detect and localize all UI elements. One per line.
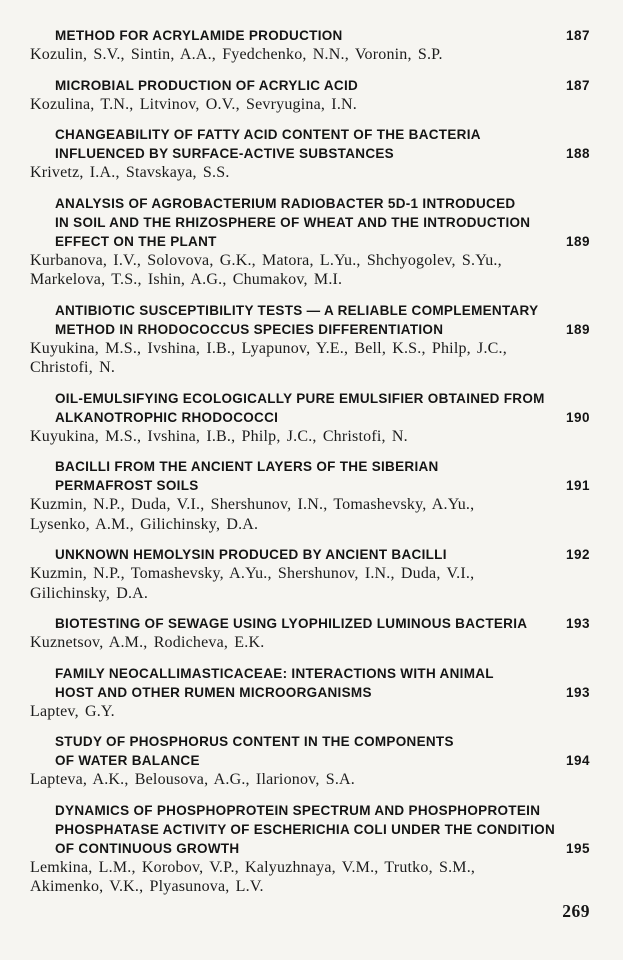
- entry-authors: [30, 45, 590, 65]
- author-line: Lapteva, A.K., Belousova, A.G., Ilarionov, S.A.: [30, 771, 355, 788]
- entry-title: [55, 76, 590, 95]
- title-line: [55, 664, 590, 683]
- title-text: ALKANOTROPHIC RHODOCOCCI: [55, 409, 279, 425]
- page-number: 188: [565, 146, 590, 161]
- toc-entry: [30, 389, 590, 447]
- title-line: [55, 801, 590, 820]
- title-text: IN SOIL AND THE RHIZOSPHERE OF WHEAT AND THE INTRODUCTION: [55, 214, 531, 230]
- title-line: [55, 683, 590, 702]
- author-line: Kuzmin, N.P., Tomashevsky, A.Yu., Shershunov, I.N., Duda, V.I.,: [30, 565, 475, 582]
- entry-title: [55, 457, 590, 495]
- toc-entry: [30, 545, 590, 603]
- page-number: 191: [565, 478, 590, 493]
- title-line: [55, 144, 590, 163]
- toc-entries: [30, 26, 590, 897]
- toc-entry: [30, 194, 590, 290]
- author-line: Lemkina, L.M., Korobov, V.P., Kalyuzhnaya, V.M., Trutko, S.M.,: [30, 858, 476, 876]
- author-line: Kuyukina, M.S., Ivshina, I.B., Lyapunov, Y.E., Bell, K.S., Philp, J.C.,: [30, 339, 507, 357]
- page-number: 192: [565, 547, 590, 562]
- page-number: 189: [565, 233, 590, 249]
- entry-authors: [30, 95, 590, 115]
- toc-entry: [30, 301, 590, 378]
- page-number: 194: [565, 753, 590, 768]
- author-line: Kuzmin, N.P., Duda, V.I., Shershunov, I.N., Tomashevsky, A.Yu.,: [30, 496, 475, 513]
- entry-authors: [30, 858, 590, 897]
- toc-entry: [30, 457, 590, 534]
- title-text: PHOSPHATASE ACTIVITY OF ESCHERICHIA COLI UNDER THE CONDITION: [55, 821, 556, 837]
- author-line: Kuznetsov, A.M., Rodicheva, E.K.: [30, 634, 265, 651]
- page-number: 193: [565, 616, 590, 631]
- entry-authors: [30, 163, 590, 183]
- author-line: Kozulin, S.V., Sintin, A.A., Fyedchenko, N.N., Voronin, S.P.: [30, 46, 443, 63]
- title-line: [55, 26, 590, 45]
- title-line: [55, 614, 590, 633]
- toc-entry: [30, 76, 590, 115]
- page-number: 187: [565, 28, 590, 43]
- title-text: INFLUENCED BY SURFACE-ACTIVE SUBSTANCES: [55, 146, 394, 161]
- title-line: [55, 213, 590, 232]
- title-text: EFFECT ON THE PLANT: [55, 233, 217, 249]
- title-text: PERMAFROST SOILS: [55, 478, 199, 493]
- title-text: BIOTESTING OF SEWAGE USING LYOPHILIZED LUMINOUS BACTERIA: [55, 616, 528, 631]
- title-line: [55, 457, 590, 476]
- page-number: 195: [565, 840, 590, 856]
- author-line: Markelova, T.S., Ishin, A.G., Chumakov, M.I.: [30, 271, 343, 288]
- entry-title: [55, 614, 590, 633]
- page-folio: 269: [562, 901, 590, 921]
- page-number: 193: [565, 684, 590, 700]
- entry-title: [55, 26, 590, 45]
- title-line: [55, 76, 590, 95]
- toc-entry: [30, 801, 590, 897]
- title-text: MICROBIAL PRODUCTION OF ACRYLIC ACID: [55, 77, 359, 93]
- toc-entry: [30, 732, 590, 790]
- title-line: [55, 194, 590, 213]
- entry-title: [55, 732, 590, 770]
- entry-authors: [30, 770, 590, 790]
- title-text: METHOD IN RHODOCOCCUS SPECIES DIFFERENTIATION: [55, 321, 444, 337]
- title-text: BACILLI FROM THE ANCIENT LAYERS OF THE SIBERIAN: [55, 459, 439, 474]
- title-line: [55, 232, 590, 251]
- author-line: Christofi, N.: [30, 359, 116, 376]
- author-line: Gilichinsky, D.A.: [30, 584, 149, 602]
- entry-title: [55, 301, 590, 339]
- title-text: ANALYSIS OF AGROBACTERIUM RADIOBACTER 5D-1 INTRODUCED: [55, 195, 516, 211]
- entry-authors: [30, 633, 590, 653]
- entry-title: [55, 664, 590, 702]
- author-line: Kozulina, T.N., Litvinov, O.V., Sevryugina, I.N.: [30, 95, 357, 113]
- entry-authors: [30, 564, 590, 603]
- title-line: [55, 408, 590, 427]
- author-line: Lysenko, A.M., Gilichinsky, D.A.: [30, 515, 259, 533]
- author-line: Akimenko, V.K., Plyasunova, L.V.: [30, 878, 264, 895]
- author-line: Krivetz, I.A., Stavskaya, S.S.: [30, 164, 230, 181]
- toc-entry: [30, 664, 590, 722]
- title-text: UNKNOWN HEMOLYSIN PRODUCED BY ANCIENT BACILLI: [55, 547, 447, 562]
- entry-authors: [30, 427, 590, 447]
- title-line: [55, 476, 590, 495]
- entry-title: [55, 545, 590, 564]
- title-text: OF CONTINUOUS GROWTH: [55, 840, 240, 856]
- title-text: STUDY OF PHOSPHORUS CONTENT IN THE COMPONENTS: [55, 734, 454, 749]
- title-line: [55, 820, 590, 839]
- title-line: [55, 732, 590, 751]
- title-text: DYNAMICS OF PHOSPHOPROTEIN SPECTRUM AND PHOSPHOPROTEIN: [55, 802, 541, 818]
- title-text: OF WATER BALANCE: [55, 753, 200, 768]
- title-line: [55, 301, 590, 320]
- page-number: 189: [565, 321, 590, 337]
- entry-authors: [30, 495, 590, 534]
- entry-title: [55, 125, 590, 163]
- title-text: ANTIBIOTIC SUSCEPTIBILITY TESTS — A RELIABLE COMPLEMENTARY: [55, 302, 539, 318]
- author-line: Kurbanova, I.V., Solovova, G.K., Matora, L.Yu., Shchyogolev, S.Yu.,: [30, 251, 502, 269]
- page-number: 190: [565, 409, 590, 425]
- entry-title: [55, 194, 590, 251]
- title-text: METHOD FOR ACRYLAMIDE PRODUCTION: [55, 28, 343, 43]
- title-line: [55, 389, 590, 408]
- toc-entry: [30, 125, 590, 183]
- title-text: CHANGEABILITY OF FATTY ACID CONTENT OF THE BACTERIA: [55, 127, 481, 142]
- entry-authors: [30, 251, 590, 290]
- title-line: [55, 320, 590, 339]
- entry-title: [55, 801, 590, 858]
- entry-authors: [30, 702, 590, 722]
- title-line: [55, 545, 590, 564]
- author-line: Kuyukina, M.S., Ivshina, I.B., Philp, J.C., Christofi, N.: [30, 427, 408, 445]
- entry-title: [55, 389, 590, 427]
- toc-entry: [30, 26, 590, 65]
- author-line: Laptev, G.Y.: [30, 702, 115, 720]
- title-line: [55, 125, 590, 144]
- title-line: [55, 839, 590, 858]
- title-text: HOST AND OTHER RUMEN MICROORGANISMS: [55, 684, 372, 700]
- page-number: 187: [565, 77, 590, 93]
- entry-authors: [30, 339, 590, 378]
- title-text: FAMILY NEOCALLIMASTICACEAE: INTERACTIONS WITH ANIMAL: [55, 665, 494, 681]
- title-text: OIL-EMULSIFYING ECOLOGICALLY PURE EMULSIFIER OBTAINED FROM: [55, 390, 545, 406]
- toc-entry: [30, 614, 590, 653]
- title-line: [55, 751, 590, 770]
